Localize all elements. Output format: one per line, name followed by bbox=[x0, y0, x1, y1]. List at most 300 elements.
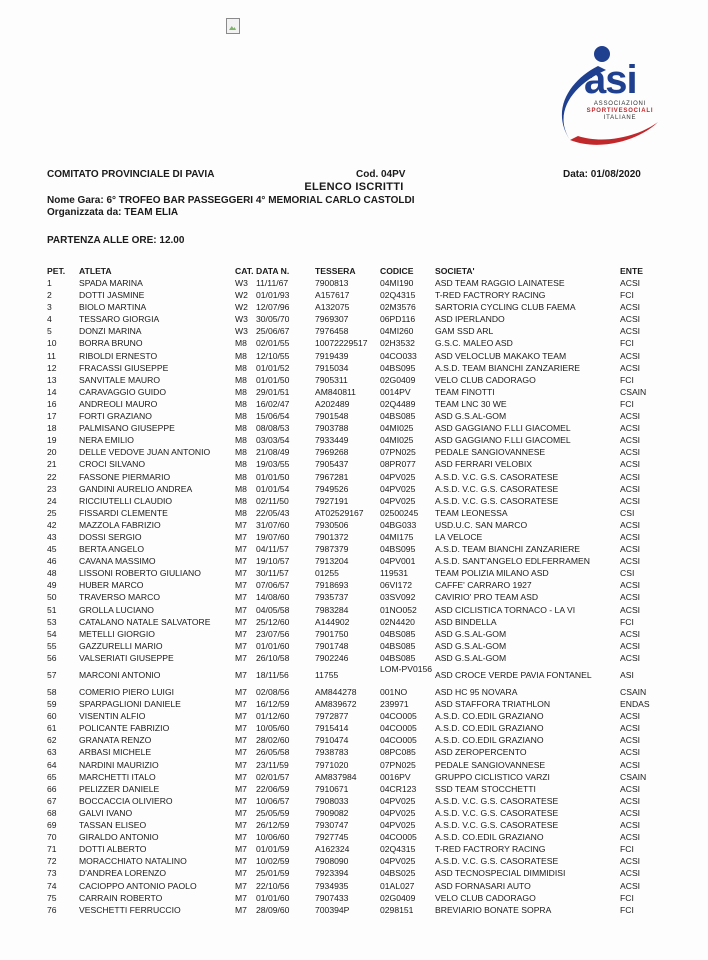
cell-data: 04/05/58 bbox=[256, 604, 290, 615]
cell-pet: 76 bbox=[47, 904, 57, 915]
cell-cat: M7 bbox=[235, 544, 247, 555]
table-row bbox=[47, 483, 677, 495]
cell-tessera: AM840811 bbox=[315, 386, 356, 397]
cell-data: 26/05/58 bbox=[256, 747, 290, 758]
cell-societa: ASD TEAM RAGGIO LAINATESE bbox=[435, 278, 565, 288]
cell-societa: TEAM POLIZIA MILANO ASD bbox=[435, 568, 549, 579]
cell-codice: 04MI260 bbox=[380, 326, 414, 337]
cell-societa: A.S.D. TEAM BIANCHI ZANZARIERE bbox=[435, 544, 581, 555]
cell-data: 01/01/60 bbox=[256, 640, 290, 651]
table-row bbox=[47, 616, 677, 628]
cell-cat: M7 bbox=[235, 519, 247, 530]
cell-tessera: 7930506 bbox=[315, 519, 349, 530]
date-label: Data: 01/08/2020 bbox=[563, 169, 641, 180]
cell-ente: ACSI bbox=[620, 314, 641, 325]
cell-codice: 02Q4489 bbox=[380, 398, 416, 409]
cell-codice: 119531 bbox=[380, 568, 409, 579]
cell-societa: CAVIRIO' PRO TEAM ASD bbox=[435, 592, 539, 603]
cell-societa: ASD GAGGIANO F.LLI GIACOMEL bbox=[435, 423, 571, 434]
cell-data: 30/11/57 bbox=[256, 568, 289, 579]
cell-codice: 02Q4315 bbox=[380, 290, 416, 301]
cell-ente: FCI bbox=[620, 616, 634, 627]
cell-codice: 07PN025 bbox=[380, 759, 416, 770]
cell-ente: FCI bbox=[620, 398, 634, 409]
cell-ente: FCI bbox=[620, 904, 634, 915]
table-row bbox=[47, 686, 677, 698]
cell-societa: BREVIARIO BONATE SOPRA bbox=[435, 904, 552, 915]
cell-cat: M8 bbox=[235, 362, 247, 373]
cell-atleta: GIRALDO ANTONIO bbox=[79, 832, 159, 843]
cell-cat: M7 bbox=[235, 735, 247, 746]
cell-ente: CSAIN bbox=[620, 687, 647, 697]
cell-cat: M7 bbox=[235, 699, 247, 710]
table-row bbox=[47, 867, 677, 879]
cell-cat: W2 bbox=[235, 302, 248, 313]
cell-tessera: 7935737 bbox=[315, 592, 349, 603]
cell-societa: VELO CLUB CADORAGO bbox=[435, 892, 536, 903]
cell-tessera: 700394P bbox=[315, 904, 350, 915]
cell-pet: 71 bbox=[47, 844, 57, 855]
cell-cat: M8 bbox=[235, 483, 247, 494]
cell-data: 02/11/50 bbox=[256, 495, 289, 506]
cell-pet: 4 bbox=[47, 314, 52, 325]
cell-societa: A.S.D. CO.EDIL GRAZIANO bbox=[435, 723, 544, 734]
cell-atleta: GROLLA LUCIANO bbox=[79, 604, 154, 615]
cell-pet: 62 bbox=[47, 735, 57, 746]
cell-atleta: RIBOLDI ERNESTO bbox=[79, 350, 158, 361]
cell-tessera: 7983284 bbox=[315, 604, 349, 615]
cell-societa: A.S.D. V.C. G.S. CASORATESE bbox=[435, 856, 559, 867]
cell-cat: M7 bbox=[235, 652, 247, 663]
cell-data: 23/11/59 bbox=[256, 759, 289, 770]
table-row bbox=[47, 795, 677, 807]
table-row bbox=[47, 495, 677, 507]
col-header-pet: PET. bbox=[47, 266, 66, 276]
col-header-ente: ENTE bbox=[620, 266, 643, 276]
cell-societa: ASD G.S.AL-GOM bbox=[435, 640, 507, 651]
cell-tessera: 7923394 bbox=[315, 868, 349, 879]
cell-cat: M7 bbox=[235, 771, 247, 782]
cell-tessera: 01255 bbox=[315, 568, 339, 579]
table-row bbox=[47, 855, 677, 867]
cell-data: 22/05/43 bbox=[256, 507, 290, 518]
cell-atleta: SPARPAGLIONI DANIELE bbox=[79, 699, 181, 710]
cell-societa: A.S.D. SANT'ANGELO EDLFERRAMEN bbox=[435, 556, 590, 567]
cell-atleta: FRACASSI GIUSEPPE bbox=[79, 362, 169, 373]
cell-codice: 04CO005 bbox=[380, 711, 417, 722]
cell-ente: FCI bbox=[620, 290, 634, 301]
cell-data: 01/01/50 bbox=[256, 471, 290, 482]
cell-tessera: 7908090 bbox=[315, 856, 349, 867]
logo-sub-3: ITALIANE bbox=[603, 115, 637, 121]
cell-atleta: NERA EMILIO bbox=[79, 435, 134, 446]
cell-pet: 5 bbox=[47, 326, 52, 337]
cell-ente: ACSI bbox=[620, 544, 641, 555]
table-row bbox=[47, 337, 677, 349]
cell-data: 10/05/60 bbox=[256, 723, 290, 734]
cell-tessera: 7909082 bbox=[315, 807, 349, 818]
cell-cat: M7 bbox=[235, 832, 247, 843]
cell-pet: 46 bbox=[47, 556, 57, 567]
table-row bbox=[47, 507, 677, 519]
cell-codice: 04BS085 bbox=[380, 628, 416, 639]
cell-cat: W3 bbox=[235, 326, 248, 337]
cell-cat: W3 bbox=[235, 278, 248, 288]
cell-codice: 0016PV bbox=[380, 771, 411, 782]
cell-tessera: 7927191 bbox=[315, 495, 349, 506]
cell-codice: 04BS025 bbox=[380, 868, 416, 879]
cell-codice: 02G0409 bbox=[380, 374, 416, 385]
cell-data: 01/01/54 bbox=[256, 483, 290, 494]
cell-ente: ENDAS bbox=[620, 699, 650, 710]
cell-societa: T-RED FACTRORY RACING bbox=[435, 290, 546, 301]
cell-cat: M7 bbox=[235, 628, 247, 639]
cell-codice: 04CO033 bbox=[380, 350, 417, 361]
cell-societa: USD.U.C. SAN MARCO bbox=[435, 519, 528, 530]
table-row bbox=[47, 652, 677, 664]
table-row bbox=[47, 628, 677, 640]
cell-data: 22/10/56 bbox=[256, 880, 290, 891]
cell-atleta: FORTI GRAZIANO bbox=[79, 411, 152, 422]
cell-societa: ASD STAFFORA TRIATHLON bbox=[435, 699, 551, 710]
cell-ente: ACSI bbox=[620, 326, 641, 337]
cell-pet: 65 bbox=[47, 771, 57, 782]
cell-codice: 0014PV bbox=[380, 386, 411, 397]
cell-societa: TEAM FINOTTI bbox=[435, 386, 495, 397]
cell-codice: 04MI190 bbox=[380, 278, 414, 288]
col-header-societa: SOCIETA' bbox=[435, 266, 475, 276]
table-row bbox=[47, 904, 677, 916]
cell-tessera: 7915034 bbox=[315, 362, 349, 373]
cell-tessera: 7913204 bbox=[315, 556, 349, 567]
cell-codice: 04CR123 bbox=[380, 783, 417, 794]
cell-pet: 16 bbox=[47, 398, 57, 409]
cell-pet: 54 bbox=[47, 628, 57, 639]
cell-tessera: 7934935 bbox=[315, 880, 349, 891]
cell-societa: ASD FORNASARI AUTO bbox=[435, 880, 531, 891]
cell-cat: M7 bbox=[235, 868, 247, 879]
cell-pet: 25 bbox=[47, 507, 57, 518]
document-title: ELENCO ISCRITTI bbox=[304, 181, 404, 193]
cell-pet: 3 bbox=[47, 302, 52, 313]
cell-atleta: FISSARDI CLEMENTE bbox=[79, 507, 168, 518]
cell-data: 19/10/57 bbox=[256, 556, 290, 567]
cell-ente: ACSI bbox=[620, 580, 641, 591]
cell-cat: M7 bbox=[235, 604, 247, 615]
cell-data: 01/01/93 bbox=[256, 290, 290, 301]
cell-tessera: 7900813 bbox=[315, 278, 349, 288]
cell-pet: 51 bbox=[47, 604, 57, 615]
cell-tessera: 7905437 bbox=[315, 459, 349, 470]
cell-data: 25/01/59 bbox=[256, 868, 290, 879]
cell-codice: 04CO005 bbox=[380, 735, 417, 746]
col-header-codice: CODICE bbox=[380, 266, 414, 276]
cell-codice: 02500245 bbox=[380, 507, 419, 518]
cell-cat: M7 bbox=[235, 640, 247, 651]
cell-societa: PEDALE SANGIOVANNESE bbox=[435, 447, 546, 458]
table-row bbox=[47, 746, 677, 758]
cell-pet: 45 bbox=[47, 544, 57, 555]
cell-codice: LOM-PV0156 bbox=[380, 664, 433, 674]
logo-subtitle bbox=[585, 101, 655, 122]
table-row bbox=[47, 422, 677, 434]
cell-pet: 21 bbox=[47, 459, 57, 470]
cell-codice: 04PV025 bbox=[380, 471, 416, 482]
cell-cat: M8 bbox=[235, 374, 247, 385]
cell-pet: 10 bbox=[47, 338, 57, 349]
cell-tessera: 7930747 bbox=[315, 820, 349, 831]
cell-cat: M8 bbox=[235, 471, 247, 482]
cell-pet: 58 bbox=[47, 687, 57, 697]
cell-pet: 2 bbox=[47, 290, 52, 301]
cell-ente: ACSI bbox=[620, 411, 641, 422]
cell-tessera: 7949526 bbox=[315, 483, 349, 494]
cell-atleta: COMERIO PIERO LUIGI bbox=[79, 687, 175, 697]
cell-societa: A.S.D. V.C. G.S. CASORATESE bbox=[435, 495, 559, 506]
cell-atleta: D'ANDREA LORENZO bbox=[79, 868, 167, 879]
cell-pet: 23 bbox=[47, 483, 57, 494]
cell-data: 12/10/55 bbox=[256, 350, 290, 361]
cell-societa: ASD HC 95 NOVARA bbox=[435, 687, 518, 697]
cell-pet: 67 bbox=[47, 795, 57, 806]
cell-data: 01/01/60 bbox=[256, 892, 290, 903]
cell-ente: ACSI bbox=[620, 350, 641, 361]
cell-cat: M8 bbox=[235, 350, 247, 361]
table-row bbox=[47, 664, 677, 686]
cell-data: 01/01/52 bbox=[256, 362, 290, 373]
cell-pet: 59 bbox=[47, 699, 57, 710]
cell-codice: 239971 bbox=[380, 699, 409, 710]
cell-ente: ACSI bbox=[620, 447, 641, 458]
cell-tessera: AT02529167 bbox=[315, 507, 364, 518]
cell-data: 02/01/55 bbox=[256, 338, 290, 349]
table-row bbox=[47, 807, 677, 819]
cell-codice: 04CO005 bbox=[380, 723, 417, 734]
cell-codice: 08PR077 bbox=[380, 459, 416, 470]
table-header bbox=[47, 265, 677, 277]
cell-cat: M8 bbox=[235, 495, 247, 506]
table-row bbox=[47, 591, 677, 603]
cell-codice: 04PV025 bbox=[380, 495, 416, 506]
cell-pet: 18 bbox=[47, 423, 57, 434]
cell-cat: M7 bbox=[235, 531, 247, 542]
cell-ente: ACSI bbox=[620, 459, 641, 470]
cell-tessera: 7905311 bbox=[315, 374, 348, 385]
cell-atleta: CATALANO NATALE SALVATORE bbox=[79, 616, 211, 627]
cell-ente: FCI bbox=[620, 844, 634, 855]
cell-pet: 63 bbox=[47, 747, 57, 758]
cell-tessera: 7901748 bbox=[315, 640, 349, 651]
cell-codice: 07PN025 bbox=[380, 447, 416, 458]
cell-ente: ACSI bbox=[620, 723, 641, 734]
table-row bbox=[47, 698, 677, 710]
cell-tessera: A144902 bbox=[315, 616, 350, 627]
cell-cat: M7 bbox=[235, 759, 247, 770]
table-row bbox=[47, 374, 677, 386]
cell-atleta: MAZZOLA FABRIZIO bbox=[79, 519, 161, 530]
cell-codice: 04MI025 bbox=[380, 435, 414, 446]
cell-societa: ASD CROCE VERDE PAVIA FONTANEL bbox=[435, 670, 592, 680]
cell-atleta: MORACCHIATO NATALINO bbox=[79, 856, 187, 867]
cell-tessera: 7903788 bbox=[315, 423, 349, 434]
cell-atleta: SANVITALE MAURO bbox=[79, 374, 161, 385]
cell-data: 01/01/50 bbox=[256, 374, 290, 385]
cell-cat: M7 bbox=[235, 783, 247, 794]
cell-ente: CSAIN bbox=[620, 386, 647, 397]
cell-pet: 66 bbox=[47, 783, 57, 794]
cell-ente: ACSI bbox=[620, 795, 641, 806]
cell-codice: 03SV092 bbox=[380, 592, 416, 603]
cell-tessera: 7907433 bbox=[315, 892, 349, 903]
cell-atleta: BIOLO MARTINA bbox=[79, 302, 147, 313]
cell-pet: 13 bbox=[47, 374, 57, 385]
table-row bbox=[47, 771, 677, 783]
cell-codice: 04BG033 bbox=[380, 519, 417, 530]
cell-atleta: RICCIUTELLI CLAUDIO bbox=[79, 495, 173, 506]
cell-data: 16/12/59 bbox=[256, 699, 290, 710]
cell-atleta: CARAVAGGIO GUIDO bbox=[79, 386, 167, 397]
cell-data: 15/06/54 bbox=[256, 411, 290, 422]
cell-ente: ACSI bbox=[620, 640, 641, 651]
cell-atleta: NARDINI MAURIZIO bbox=[79, 759, 159, 770]
cell-data: 01/01/59 bbox=[256, 844, 290, 855]
cell-atleta: POLICANTE FABRIZIO bbox=[79, 723, 170, 734]
cell-pet: 73 bbox=[47, 868, 57, 879]
cell-ente: ACSI bbox=[620, 820, 641, 831]
cell-cat: M7 bbox=[235, 880, 247, 891]
cell-societa: TEAM LNC 30 WE bbox=[435, 398, 507, 409]
cell-cat: M7 bbox=[235, 904, 247, 915]
cell-ente: ACSI bbox=[620, 807, 641, 818]
cell-ente: ACSI bbox=[620, 519, 641, 530]
cell-societa: SARTORIA CYCLING CLUB FAEMA bbox=[435, 302, 576, 313]
cell-codice: 01AL027 bbox=[380, 880, 415, 891]
cell-pet: 69 bbox=[47, 820, 57, 831]
cell-cat: M7 bbox=[235, 892, 247, 903]
table-body bbox=[47, 277, 677, 916]
cell-societa: GAM SSD ARL bbox=[435, 326, 494, 337]
cell-atleta: DOSSI SERGIO bbox=[79, 531, 142, 542]
cell-pet: 12 bbox=[47, 362, 57, 373]
cell-pet: 49 bbox=[47, 580, 57, 591]
cell-tessera: 7969307 bbox=[315, 314, 349, 325]
cell-codice: 001NO bbox=[380, 687, 408, 697]
cell-tessera: 7915414 bbox=[315, 723, 349, 734]
cell-tessera: AM837984 bbox=[315, 771, 357, 782]
cell-ente: ACSI bbox=[620, 483, 641, 494]
cell-cat: M8 bbox=[235, 398, 247, 409]
cell-atleta: CROCI SILVANO bbox=[79, 459, 146, 470]
cell-data: 04/11/57 bbox=[256, 544, 289, 555]
cell-tessera: 7971020 bbox=[315, 759, 349, 770]
cell-pet: 50 bbox=[47, 592, 57, 603]
cell-pet: 74 bbox=[47, 880, 57, 891]
cell-societa: A.S.D. V.C. G.S. CASORATESE bbox=[435, 483, 559, 494]
cell-societa: A.S.D. V.C. G.S. CASORATESE bbox=[435, 471, 559, 482]
table-row bbox=[47, 313, 677, 325]
table-row bbox=[47, 710, 677, 722]
cell-ente: ACSI bbox=[620, 783, 641, 794]
cell-atleta: ARBASI MICHELE bbox=[79, 747, 152, 758]
cell-atleta: HUBER MARCO bbox=[79, 580, 144, 591]
cell-pet: 43 bbox=[47, 531, 57, 542]
cell-codice: 04BS095 bbox=[380, 362, 416, 373]
cell-tessera: 7918693 bbox=[315, 580, 349, 591]
cell-ente: ACSI bbox=[620, 423, 641, 434]
cell-atleta: VALSERIATI GIUSEPPE bbox=[79, 652, 174, 663]
table-row bbox=[47, 471, 677, 483]
cell-societa: ASD BINDELLA bbox=[435, 616, 497, 627]
cell-cat: M8 bbox=[235, 459, 247, 470]
cell-data: 28/02/60 bbox=[256, 735, 290, 746]
logo-sub-2: SPORTIVESOCIALI bbox=[586, 108, 654, 114]
cell-cat: M8 bbox=[235, 411, 247, 422]
cell-tessera: 7927745 bbox=[315, 832, 349, 843]
table-row bbox=[47, 398, 677, 410]
cell-ente: ACSI bbox=[620, 531, 641, 542]
table-row bbox=[47, 446, 677, 458]
cell-ente: ACSI bbox=[620, 856, 641, 867]
code-label: Cod. 04PV bbox=[356, 169, 406, 180]
cell-tessera: 7969268 bbox=[315, 447, 349, 458]
cell-tessera: 7972877 bbox=[315, 711, 349, 722]
cell-tessera: 7976458 bbox=[315, 326, 349, 337]
cell-cat: W3 bbox=[235, 314, 248, 325]
cell-pet: 70 bbox=[47, 832, 57, 843]
cell-data: 25/06/67 bbox=[256, 326, 290, 337]
cell-atleta: TASSAN ELISEO bbox=[79, 820, 147, 831]
cell-cat: M7 bbox=[235, 807, 247, 818]
cell-data: 01/12/60 bbox=[256, 711, 290, 722]
cell-codice: 06PD116 bbox=[380, 314, 416, 325]
table-row bbox=[47, 362, 677, 374]
cell-pet: 53 bbox=[47, 616, 57, 627]
cell-tessera: A202489 bbox=[315, 398, 350, 409]
logo-text: asi bbox=[584, 58, 637, 102]
cell-data: 11/11/67 bbox=[256, 278, 289, 288]
cell-atleta: FASSONE PIERMARIO bbox=[79, 471, 171, 482]
cell-data: 02/01/57 bbox=[256, 771, 290, 782]
cell-ente: ACSI bbox=[620, 747, 641, 758]
cell-ente: CSAIN bbox=[620, 771, 647, 782]
cell-cat: M7 bbox=[235, 723, 247, 734]
cell-atleta: PELIZZER DANIELE bbox=[79, 783, 160, 794]
cell-ente: ACSI bbox=[620, 556, 641, 567]
cell-ente: CSI bbox=[620, 568, 635, 579]
cell-tessera: 7901750 bbox=[315, 628, 349, 639]
cell-tessera: AM844278 bbox=[315, 687, 357, 697]
cell-codice: 04PV025 bbox=[380, 856, 416, 867]
table-row bbox=[47, 531, 677, 543]
cell-ente: ACSI bbox=[620, 471, 641, 482]
cell-tessera: 10072229517 bbox=[315, 338, 368, 349]
cell-tessera: A162324 bbox=[315, 844, 350, 855]
cell-cat: M7 bbox=[235, 616, 247, 627]
cell-tessera: A132075 bbox=[315, 302, 350, 313]
cell-ente: FCI bbox=[620, 338, 634, 349]
cell-tessera: 7938783 bbox=[315, 747, 349, 758]
cell-atleta: SPADA MARINA bbox=[79, 278, 143, 288]
cell-societa: ASD IPERLANDO bbox=[435, 314, 505, 325]
cell-atleta: DOTTI ALBERTO bbox=[79, 844, 147, 855]
cell-cat: M7 bbox=[235, 795, 247, 806]
cell-cat: W2 bbox=[235, 290, 248, 301]
cell-codice: 04PV025 bbox=[380, 807, 416, 818]
cell-cat: M8 bbox=[235, 435, 247, 446]
cell-atleta: CARRAIN ROBERTO bbox=[79, 892, 163, 903]
cell-atleta: LISSONI ROBERTO GIULIANO bbox=[79, 568, 201, 579]
table-row bbox=[47, 759, 677, 771]
